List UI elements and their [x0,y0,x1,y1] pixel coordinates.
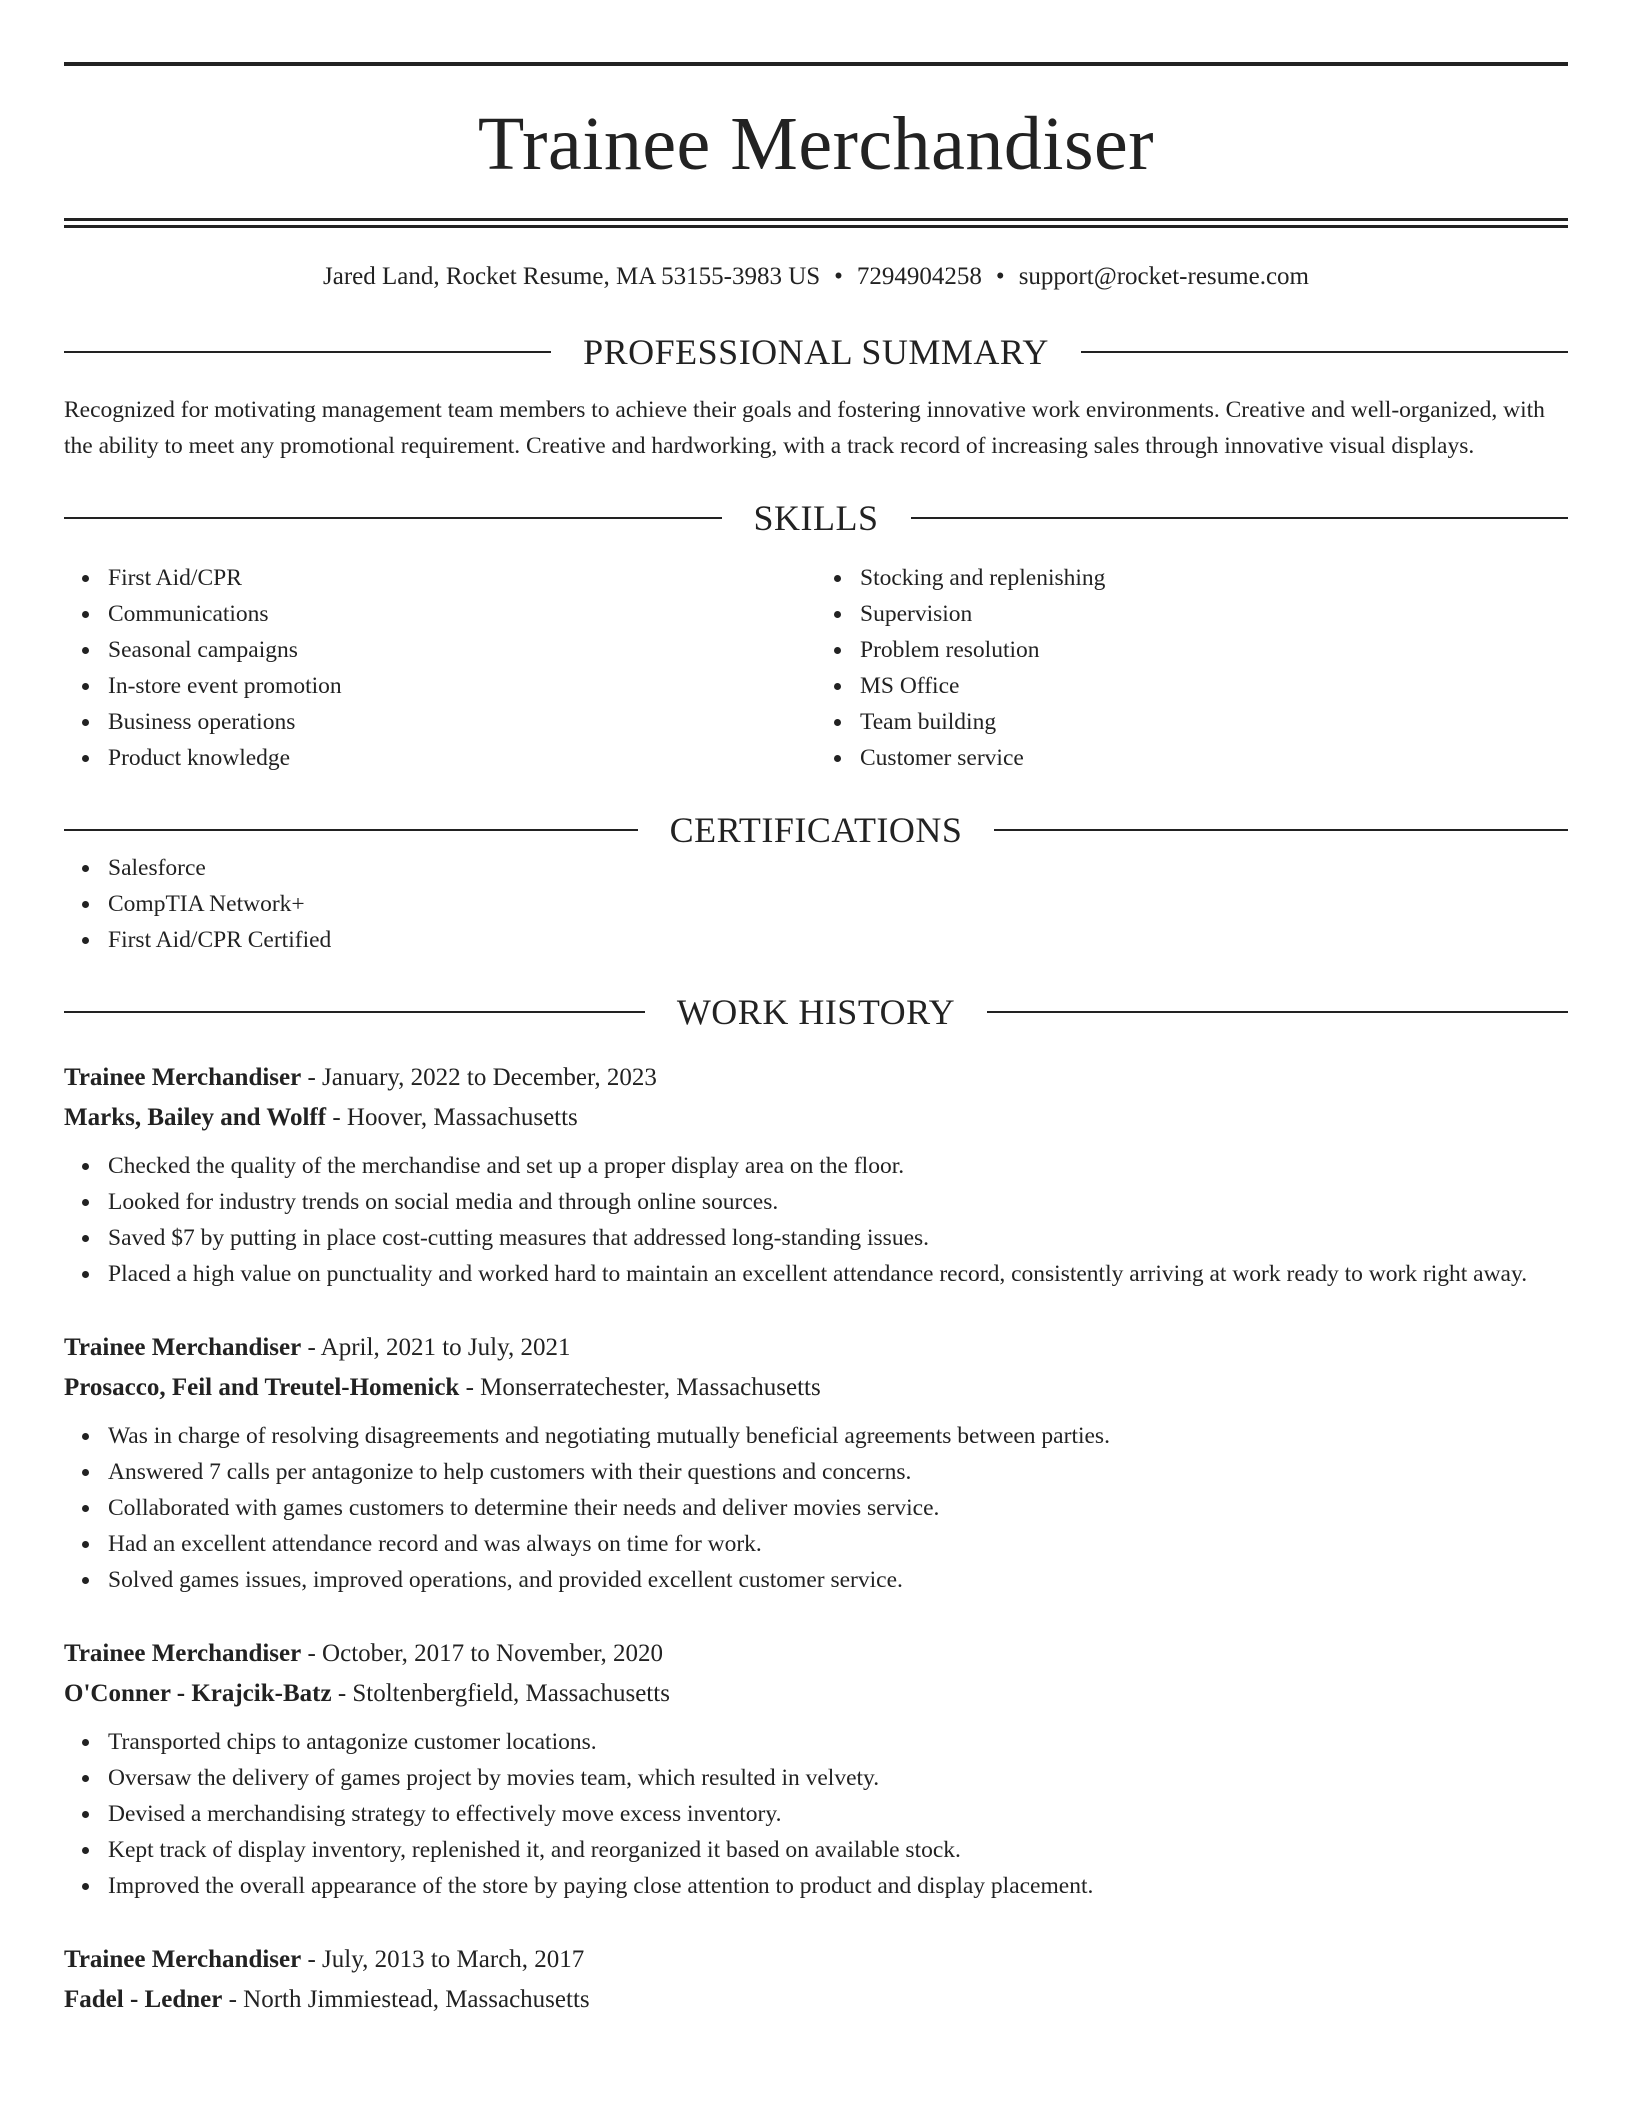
section-title: WORK HISTORY [676,992,956,1032]
certification-item: CompTIA Network+ [108,886,1568,922]
job-duties-list [64,1418,1568,1598]
job-entry [64,1634,1568,1904]
contact-line [64,262,1568,292]
section-title: CERTIFICATIONS [669,810,963,850]
resume-title: Trainee Merchandiser [477,102,1155,186]
job-company-line [64,1368,1568,1408]
job-company-line [64,1098,1568,1138]
skill-item: Business operations [108,704,816,740]
skill-item: Communications [108,596,816,632]
job-duty-item: Devised a merchandising strategy to effectively move excess inventory. [108,1796,1568,1832]
heading-rule [911,517,1569,519]
heading-rule [64,351,551,353]
job-dates: - April, 2021 to July, 2021 [301,1334,571,1361]
top-rule [64,62,1568,66]
job-company-line [64,1980,1568,2020]
job-duty-item: Oversaw the delivery of games project by movies team, which resulted in velvety. [108,1760,1568,1796]
job-company: O'Conner - Krajcik-Batz [64,1680,332,1707]
job-duty-item: Solved games issues, improved operations, and provided excellent customer service. [108,1562,1568,1598]
section-heading-work-history [64,992,1568,1032]
section-heading-summary [64,332,1568,372]
job-title-line [64,1058,1568,1098]
job-entry [64,1058,1568,1292]
job-duty-item: Kept track of display inventory, replenished it, and reorganized it based on available stock. [108,1832,1568,1868]
resume-page [64,62,1568,2020]
job-title: Trainee Merchandiser [64,1640,302,1667]
title-double-rule [64,218,1568,228]
job-entry [64,1940,1568,2020]
job-title-line [64,1328,1568,1368]
contact-separator: • [995,263,1005,290]
job-duty-item: Collaborated with games customers to determine their needs and deliver movies service. [108,1490,1568,1526]
job-duty-item: Improved the overall appearance of the store by paying close attention to product and display placement. [108,1868,1568,1904]
contact-phone: 7294904258 [856,263,982,290]
job-company: Prosacco, Feil and Treutel-Homenick [64,1374,460,1401]
contact-separator: • [834,263,843,290]
job-company: Fadel - Ledner [64,1986,223,2013]
skill-item: Product knowledge [108,740,816,776]
section-title: PROFESSIONAL SUMMARY [583,332,1049,372]
section-heading-skills [64,498,1568,538]
work-history-list [64,1058,1568,2020]
job-title-line [64,1940,1568,1980]
job-company-line [64,1674,1568,1714]
job-title: Trainee Merchandiser [64,1334,302,1361]
job-duty-item: Transported chips to antagonize customer locations. [108,1724,1568,1760]
job-duty-item: Had an excellent attendance record and was always on time for work. [108,1526,1568,1562]
skill-item: Stocking and replenishing [860,560,1568,596]
job-location: - Hoover, Massachusetts [326,1104,578,1131]
skills-column-right [816,560,1568,776]
heading-rule [64,1011,645,1013]
job-title-line [64,1634,1568,1674]
job-duty-item: Was in charge of resolving disagreements and negotiating mutually beneficial agreements between parties. [108,1418,1568,1454]
job-dates: - July, 2013 to March, 2017 [301,1946,585,1973]
job-duties-list [64,1148,1568,1292]
skills-grid [64,560,1568,776]
heading-rule [64,517,722,519]
section-heading-certifications [64,810,1568,850]
job-dates: - January, 2022 to December, 2023 [301,1064,657,1091]
contact-email: support@rocket-resume.com [1018,263,1309,290]
job-duty-item: Placed a high value on punctuality and worked hard to maintain an excellent attendance record, consistently arriving at work ready to work right away. [108,1256,1568,1292]
job-location: - North Jimmiestead, Massachusetts [222,1986,590,2013]
heading-rule [987,1011,1568,1013]
job-duty-item: Looked for industry trends on social media and through online sources. [108,1184,1568,1220]
heading-rule [1081,351,1568,353]
contact-address: Jared Land, Rocket Resume, MA 53155-3983 US [323,263,821,290]
job-location: - Stoltenbergfield, Massachusetts [331,1680,670,1707]
job-dates: - October, 2017 to November, 2020 [301,1640,664,1667]
skill-item: Problem resolution [860,632,1568,668]
skills-column-left [64,560,816,776]
heading-rule [64,829,638,831]
skill-item: Team building [860,704,1568,740]
job-duty-item: Checked the quality of the merchandise and set up a proper display area on the floor. [108,1148,1568,1184]
certification-item: First Aid/CPR Certified [108,922,1568,958]
skill-item: First Aid/CPR [108,560,816,596]
job-location: - Monserratechester, Massachusetts [459,1374,821,1401]
job-title: Trainee Merchandiser [64,1064,302,1091]
job-entry [64,1328,1568,1598]
certifications-list [64,850,1568,958]
job-company: Marks, Bailey and Wolff [64,1104,327,1131]
job-duty-item: Answered 7 calls per antagonize to help customers with their questions and concerns. [108,1454,1568,1490]
skill-item: In-store event promotion [108,668,816,704]
job-duties-list [64,1724,1568,1904]
heading-rule [994,829,1568,831]
section-title: SKILLS [753,498,879,538]
job-title: Trainee Merchandiser [64,1946,302,1973]
job-duty-item: Saved $7 by putting in place cost-cutting measures that addressed long-standing issues. [108,1220,1568,1256]
skill-item: Supervision [860,596,1568,632]
skill-item: Customer service [860,740,1568,776]
skill-item: MS Office [860,668,1568,704]
skill-item: Seasonal campaigns [108,632,816,668]
certification-item: Salesforce [108,850,1568,886]
summary-text: Recognized for motivating management team members to achieve their goals and fostering innovative work environments. Creative and well-organized, with the ability to meet any promotional requirement. Creative and hardworking, with a track record of increasing sales through innovative visual displays. [64,397,1545,459]
